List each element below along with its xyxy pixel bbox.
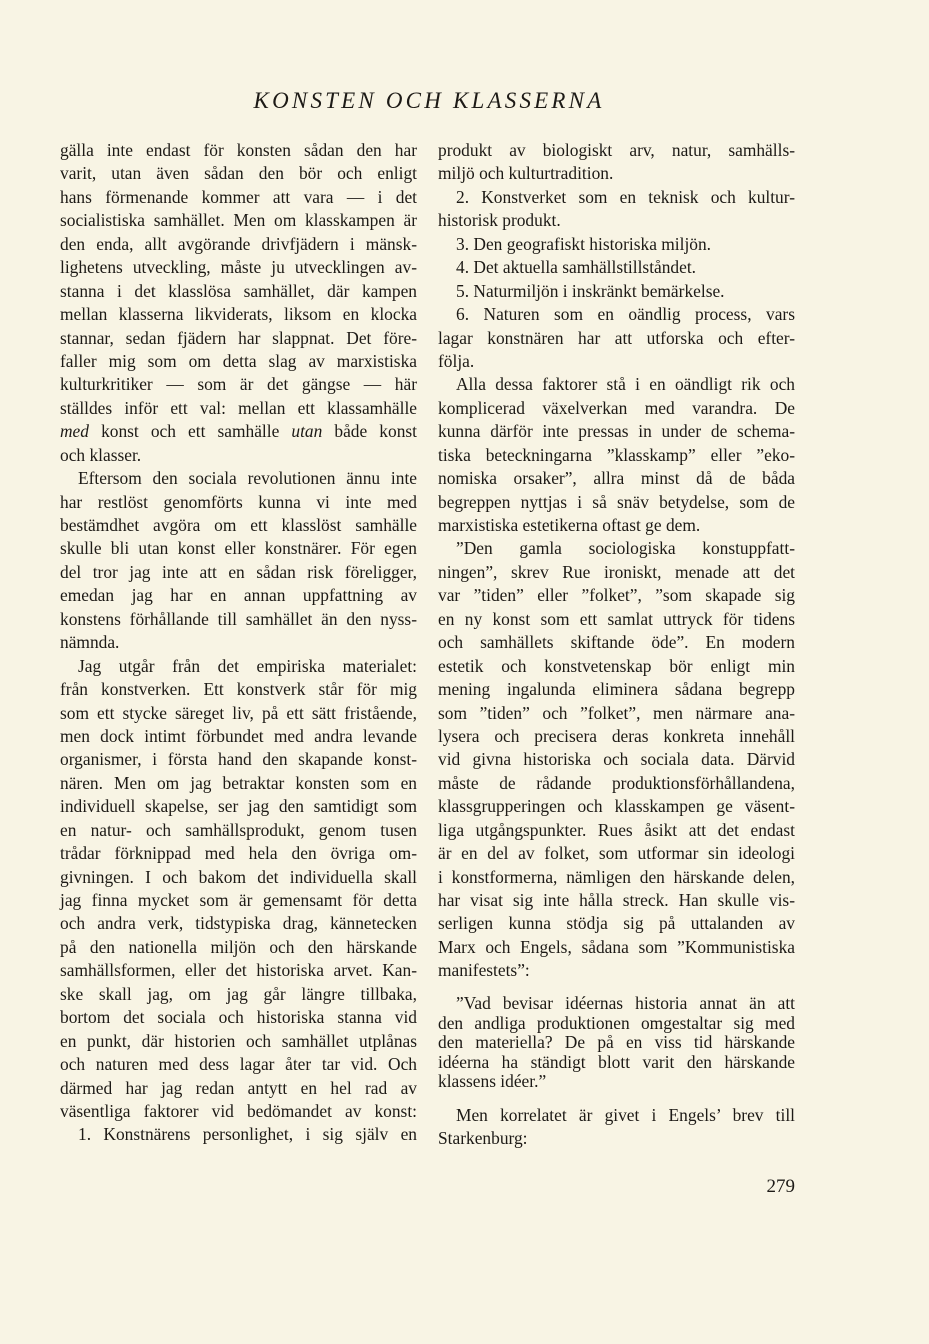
italic-text: med [60, 421, 89, 442]
text-span: 4. Det aktuella samhällstillståndet. [456, 257, 697, 278]
text-line [438, 350, 795, 373]
text-span: begreppen nyttjas i så snäv betydelse, som de [438, 491, 795, 512]
text-line [438, 280, 795, 303]
text-span: estetik och konstvetenskap bör enligt min [438, 655, 795, 676]
text-line [60, 327, 417, 350]
text-span: och samhällets skiftande öde”. En modern [438, 632, 795, 653]
right-column [438, 139, 795, 983]
text-line [60, 373, 417, 396]
text-line [60, 702, 417, 725]
text-span: marxistiska estetikerna oftast ge dem. [438, 515, 701, 535]
text-span: var ”tiden” eller ”folket”, ”som skapade sig [438, 585, 795, 606]
text-span: har restlöst genomförts kunna vi inte med [60, 491, 417, 512]
text-line [438, 912, 795, 935]
text-span: den enda, allt avgörande drivfjädern i mänsk- [60, 233, 417, 254]
text-line [438, 303, 795, 326]
text-span: väsentliga faktorer vid bedömandet av konst: [60, 1100, 417, 1121]
text-line [438, 702, 795, 725]
text-span: Jag utgår från det empiriska materialet: [78, 655, 417, 676]
text-line [438, 444, 795, 467]
text-line [60, 350, 417, 373]
text-span: 5. Naturmiljön i inskränkt bemärkelse. [456, 280, 725, 301]
text-span: vid givna historiska och sociala data. Därvid [438, 749, 795, 770]
text-span: konst och ett samhälle [88, 421, 292, 442]
text-span: skulle bli utan konst eller konstnärer. För egen [60, 538, 417, 559]
text-span: mening ingalunda eliminera sådana begrepp [438, 679, 795, 700]
text-span: trådar förknippad med hela den övriga om- [60, 843, 417, 864]
text-line [60, 584, 417, 607]
text-line [438, 631, 795, 654]
text-line [438, 256, 795, 279]
text-line [438, 725, 795, 748]
text-line [60, 608, 417, 631]
text-line [438, 397, 795, 420]
text-span: kulturkritiker — som är det gängse — här [60, 374, 417, 395]
text-span: Alla dessa faktorer stå i en oändligt rik och [456, 374, 795, 395]
text-line [60, 139, 417, 162]
text-span: men dock intimt förbundet med andra levande [60, 725, 417, 746]
text-line [438, 842, 795, 865]
text-line [60, 467, 417, 490]
running-header: KONSTEN OCH KLASSERNA [253, 88, 605, 113]
text-line [60, 1053, 417, 1076]
text-line [438, 936, 795, 959]
text-span: som ”tiden” och ”folket”, men närmare ana- [438, 702, 795, 723]
text-line [60, 678, 417, 701]
block-quote [438, 994, 795, 1092]
text-line [438, 994, 795, 1014]
text-line [60, 1077, 417, 1100]
italic-text: utan [291, 421, 323, 442]
text-span: lighetens utveckling, måste ju utvecklingen av- [60, 257, 417, 278]
text-line [438, 1014, 795, 1034]
text-span: 6. Naturen som en oändlig process, vars [456, 304, 795, 325]
text-line [438, 162, 795, 185]
text-span: liga utgångspunkter. Rues åsikt att det endast [438, 819, 795, 840]
text-line [60, 631, 417, 654]
text-span: som ett stycke säreget liv, på ett sätt fristående, [60, 702, 417, 723]
text-span: givningen. I och bakom det individuella skall [60, 866, 417, 887]
text-span: Men korrelatet är givet i Engels’ brev till [456, 1105, 795, 1125]
text-line [438, 866, 795, 889]
text-line [60, 561, 417, 584]
text-line [438, 420, 795, 443]
text-line [438, 467, 795, 490]
text-span: lagar konstnären har att utforska och efter- [438, 327, 795, 348]
text-span: tiska beteckningarna ”klasskamp” eller ”eko- [438, 444, 795, 465]
text-span: nomiska orsaker”, allra minst då de båda [438, 468, 795, 489]
text-line [438, 1104, 795, 1127]
text-span: del tror jag inte att en sådan risk föreligger, [60, 561, 417, 582]
text-span: en punkt, där historien och samhället utplånas [60, 1030, 417, 1051]
text-line [438, 139, 795, 162]
text-span: socialistiska samhället. Men om klasskampen är [60, 210, 417, 231]
text-span: Starkenburg: [438, 1128, 528, 1149]
text-line [438, 327, 795, 350]
text-span: organismer, i första hand den skapande konst- [60, 749, 417, 770]
text-span: och naturen med dess lagar åter tar vid. Och [60, 1054, 417, 1075]
page-number: 279 [766, 1176, 795, 1197]
text-line [60, 280, 417, 303]
text-span: 2. Konstverket som en teknisk och kultur- [456, 186, 795, 207]
text-span: konstens förhållande till samhället än den nyss- [60, 608, 417, 629]
text-line [60, 1030, 417, 1053]
text-span: följa. [438, 350, 475, 371]
text-span: mellan klasserna likviderats, liksom en klocka [60, 304, 417, 325]
text-line [438, 561, 795, 584]
text-line [60, 748, 417, 771]
text-span: ningen”, skrev Rue ironiskt, menade att det [438, 561, 795, 582]
text-line [60, 1123, 417, 1146]
text-line [60, 537, 417, 560]
text-span: Eftersom den sociala revolutionen ännu inte [78, 468, 417, 489]
text-line [60, 420, 417, 443]
text-span: i konstformerna, nämligen den härskande delen, [438, 866, 795, 887]
text-span: stanna i det klasslösa samhället, där kampen [60, 280, 417, 301]
text-line [438, 373, 795, 396]
text-span: emedan jag har en annan uppfattning av [60, 585, 417, 606]
text-line [438, 1053, 795, 1073]
text-line [60, 256, 417, 279]
text-span: är en del av folket, som utformar sin ideologi [438, 843, 795, 864]
text-line [438, 584, 795, 607]
text-span: Marx och Engels, sådana som ”Kommunistiska [438, 936, 795, 957]
text-line [60, 819, 417, 842]
text-span: samhällsformen, eller det historiska arvet. Kan- [60, 960, 417, 981]
text-span: måste de rådande produktionsförhållandena, [438, 772, 795, 793]
text-line [438, 233, 795, 256]
text-span: jag finna mycket som är gemensamt för detta [60, 890, 417, 910]
text-span: lysera och precisera deras konkreta innehåll [438, 725, 795, 746]
text-line [60, 936, 417, 959]
text-span: manifestets”: [438, 960, 530, 981]
text-line [438, 537, 795, 560]
text-line [60, 772, 417, 795]
text-span: 1. Konstnärens personlighet, i sig själv en [78, 1124, 417, 1145]
text-span: gälla inte endast för konsten sådan den har [60, 140, 417, 160]
text-span: bestämdhet avgöra om ett klasslöst samhälle [60, 515, 417, 535]
text-span: bortom det sociala och historiska stanna vid [60, 1007, 417, 1028]
text-line [60, 162, 417, 185]
text-line [60, 912, 417, 935]
text-span: ställdes inför ett val: mellan ett klassamhälle [60, 397, 417, 418]
text-span: har visat sig inte hålla streck. Han skulle vis- [438, 890, 795, 910]
text-line [60, 186, 417, 209]
text-line [60, 983, 417, 1006]
text-span: på den nationella miljön och den härskande [60, 936, 417, 957]
text-span: både konst [322, 421, 417, 442]
text-line [438, 889, 795, 912]
text-span: idéerna ha ständigt blott varit den härskande [438, 1051, 795, 1072]
text-span: en ny konst som ett samlat uttryck för tidens [438, 608, 795, 629]
text-span: historisk produkt. [438, 210, 561, 231]
text-line [60, 444, 417, 467]
text-line [60, 889, 417, 912]
text-line [438, 959, 795, 982]
text-line [438, 748, 795, 771]
text-line [60, 303, 417, 326]
text-span: ske skall jag, om jag går längre tillbaka, [60, 983, 417, 1004]
text-span: produkt av biologiskt arv, natur, samhälls- [438, 140, 795, 160]
text-span: komplicerad växelverkan med varandra. De [438, 397, 795, 418]
text-line [438, 1033, 795, 1053]
text-span: därmed har jag redan antytt en hel rad av [60, 1077, 417, 1098]
text-span: klassgrupperingen och klasskampen ge väsent- [438, 796, 795, 817]
text-span: individuell skapelse, ser jag den samtidigt som [60, 796, 417, 817]
text-span: hans förmenande kommer att vara — i det [60, 186, 417, 207]
closing-paragraph [438, 1104, 795, 1151]
text-line [60, 514, 417, 537]
text-span: ”Vad bevisar idéernas historia annat än att [456, 993, 795, 1013]
text-line [60, 842, 417, 865]
text-span: och klasser. [60, 444, 142, 465]
text-span: nären. Men om jag betraktar konsten som en [60, 772, 417, 793]
text-line [60, 397, 417, 420]
text-span: serligen kunna stödja sig på uttalanden av [438, 913, 795, 934]
text-line [60, 959, 417, 982]
text-line [60, 491, 417, 514]
text-line [438, 795, 795, 818]
text-span: varit, utan även sådan den bör och enligt [60, 163, 417, 184]
text-line [438, 819, 795, 842]
text-line [438, 655, 795, 678]
text-line [438, 1127, 795, 1150]
text-span: och andra verk, tidstypiska drag, kännetecken [60, 913, 417, 934]
text-span: den andliga produktionen omgestaltar sig med [438, 1012, 795, 1033]
text-line [60, 233, 417, 256]
text-span: från konstverken. Ett konstverk står för mig [60, 679, 417, 700]
text-line [60, 1006, 417, 1029]
text-line [438, 491, 795, 514]
text-span: klassens idéer.” [438, 1071, 547, 1092]
text-line [60, 725, 417, 748]
text-line [60, 795, 417, 818]
text-line [60, 1100, 417, 1123]
text-line [438, 608, 795, 631]
text-span: den materiella? De på en viss tid härskande [438, 1032, 795, 1053]
text-line [438, 678, 795, 701]
left-column [60, 139, 417, 1147]
text-span: kunna därför inte pressas in under de schema- [438, 421, 795, 442]
text-line [438, 514, 795, 537]
text-line [60, 209, 417, 232]
text-line [60, 866, 417, 889]
text-line [438, 772, 795, 795]
text-span: nämnda. [60, 632, 120, 653]
text-span: ”Den gamla sociologiska konstuppfatt- [456, 538, 795, 559]
text-span: faller mig som om detta slag av marxistiska [60, 350, 417, 371]
text-line [438, 186, 795, 209]
text-span: en natur- och samhällsprodukt, genom tusen [60, 819, 417, 840]
text-span: miljö och kulturtradition. [438, 163, 614, 184]
text-span: 3. Den geografiskt historiska miljön. [456, 233, 712, 254]
text-line [60, 655, 417, 678]
text-line [438, 1072, 795, 1092]
text-line [438, 209, 795, 232]
text-span: stannar, sedan fjädern har slappnat. Det före- [60, 327, 417, 348]
